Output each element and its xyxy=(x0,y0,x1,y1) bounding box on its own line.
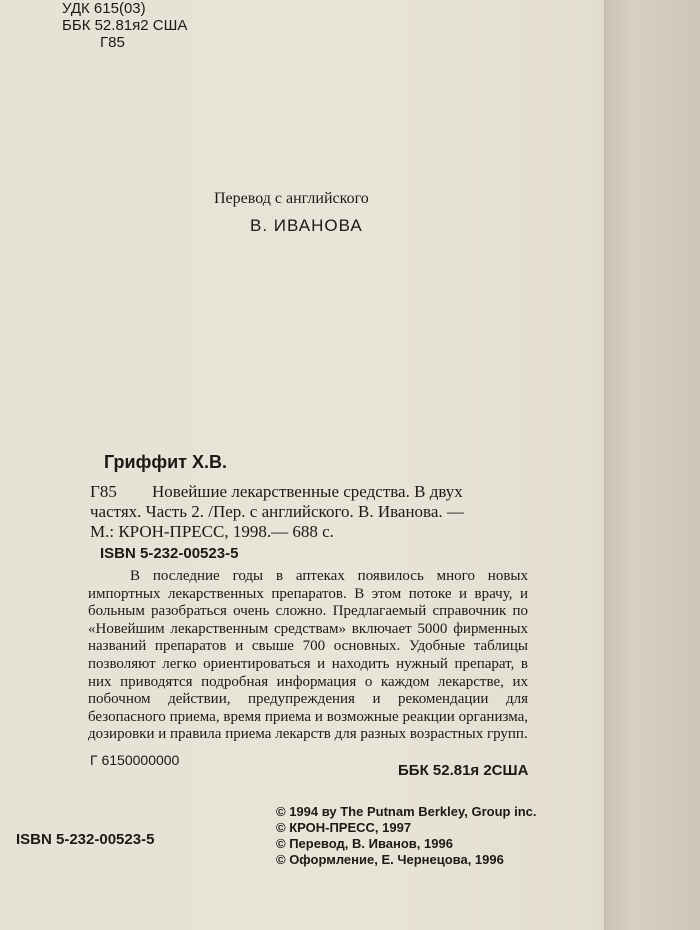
abstract xyxy=(88,568,528,744)
copyright-block xyxy=(276,804,536,868)
entry-title: Новейшие лекарственные средства. В двух xyxy=(152,482,463,501)
adjacent-page-edge xyxy=(604,0,700,930)
footer-isbn: ISBN 5-232-00523-5 xyxy=(16,831,155,848)
entry-code: Г85 xyxy=(90,482,117,501)
copyright-line: © КРОН-ПРЕСС, 1997 xyxy=(276,820,412,835)
copyright-line: © Оформление, Е. Чернецова, 1996 xyxy=(276,852,504,867)
translation-note: Перевод с английского xyxy=(214,190,369,207)
catalog-entry xyxy=(90,482,530,542)
author-mark: Г85 xyxy=(100,34,125,51)
catalog-isbn: ISBN 5-232-00523-5 xyxy=(100,545,239,562)
bbk-footer-code: ББК 52.81я 2США xyxy=(398,762,529,779)
entry-line-1 xyxy=(90,482,530,502)
classification-block xyxy=(62,0,187,51)
entry-line-3: М.: КРОН-ПРЕСС, 1998.— 688 с. xyxy=(90,522,334,541)
abstract-text: В последние годы в аптеках появилось много новых импортных лекарственных препаратов. В этом потоке и врачу, и больным разобраться очень сложно. Предлагаемый справочник по «Новейшим лекарственным средствам» включает 5000 фирменных названий препаратов и свыше 700 основных. Удобные таблицы позволяют легко ориентироваться и находить нужный препарат, в них приводятся подробная информация о каждом лекарстве, их побочном действии, предупреждения и рекомендации для безопасного приема, время приема и возможные реакции организма, дозировки и правила приема лекарств для разных возрастных групп. xyxy=(88,568,528,743)
entry-line-2: частях. Часть 2. /Пер. с английского. В. Иванова. — xyxy=(90,502,464,521)
g-code: Г 6150000000 xyxy=(90,752,180,768)
catalog-author: Гриффит Х.В. xyxy=(104,452,227,472)
udk-code: УДК 615(03) xyxy=(62,0,146,17)
bbk-code: ББК 52.81я2 США xyxy=(62,17,188,34)
translator-name: В. ИВАНОВА xyxy=(250,216,363,235)
bleed-through-text xyxy=(260,110,268,133)
copyright-line: © 1994 ву The Putnam Berkley, Group inc. xyxy=(276,804,537,819)
copyright-line: © Перевод, В. Иванов, 1996 xyxy=(276,836,453,851)
